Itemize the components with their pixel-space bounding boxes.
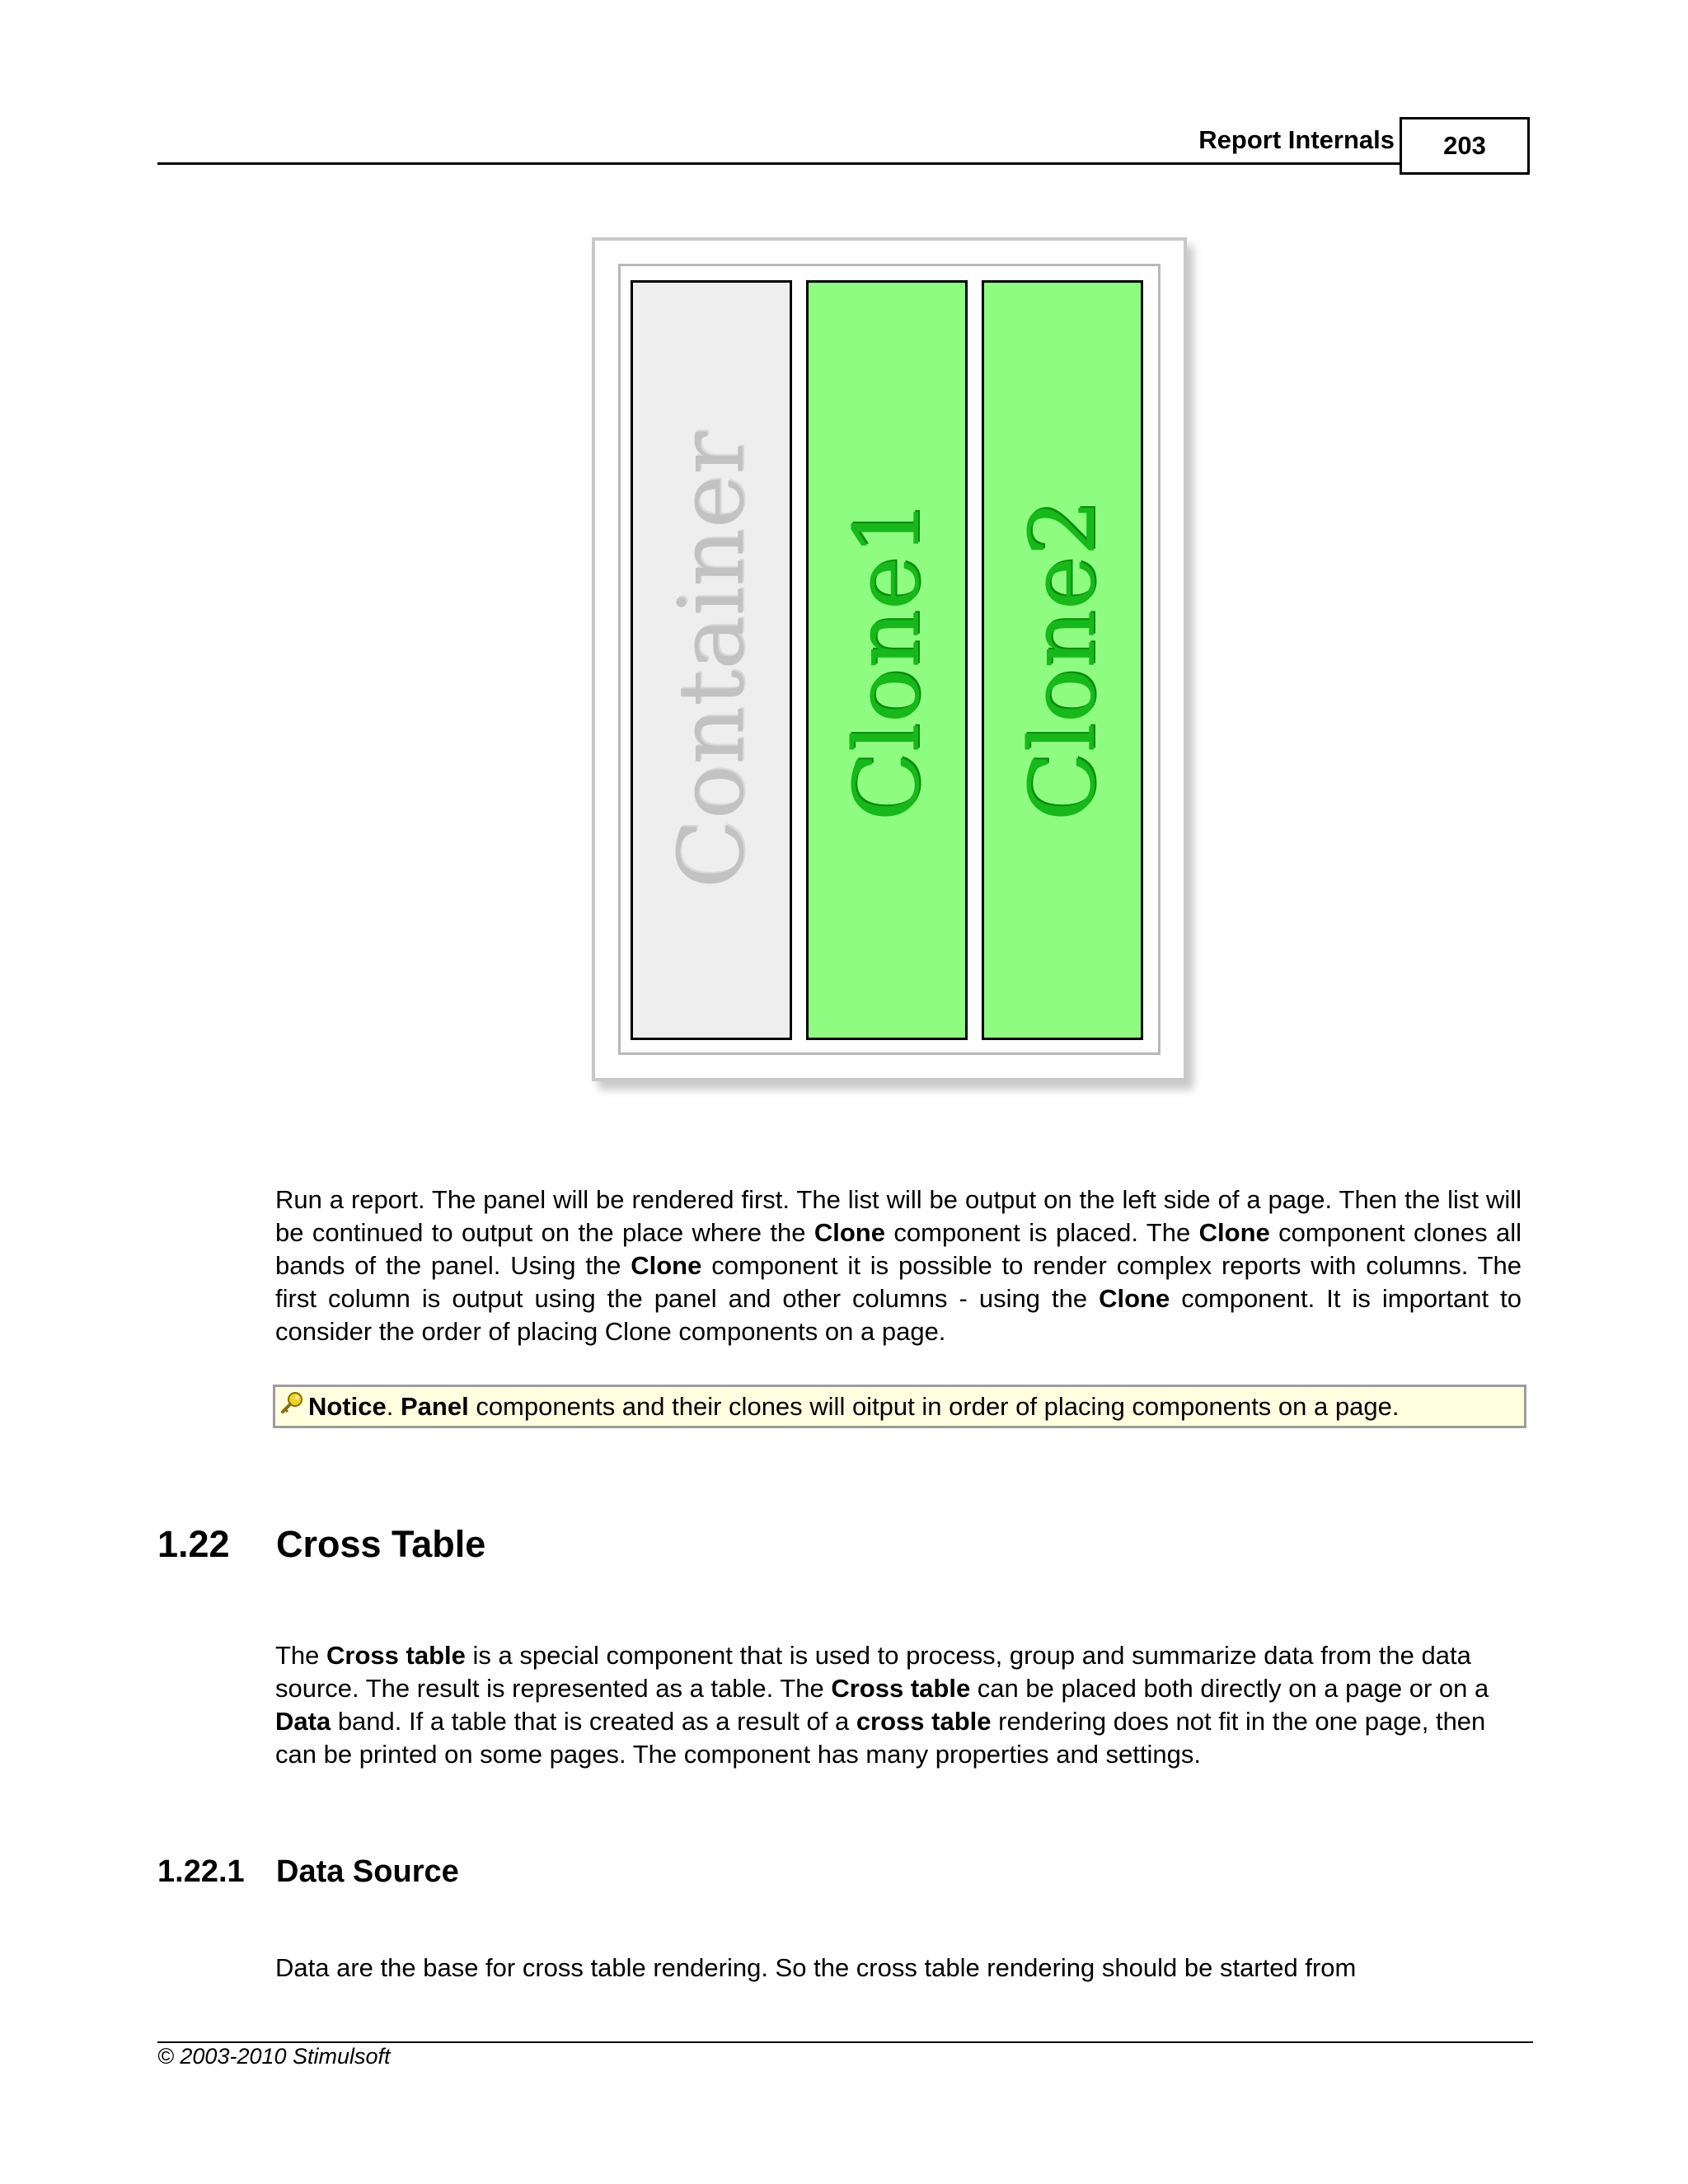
bold-term: Clone [631,1251,702,1280]
text-run: Run a report. The panel will be rendered first. The list will be output on the left side of a page. Then the list will be continued to output on the place where the [275,1185,1522,1247]
subsection-title: Data Source [276,1854,459,1889]
text-run: component is placed. The [885,1218,1199,1247]
text-run: Data are the base for cross table rendering. So the cross table rendering should be started from [275,1953,1357,1982]
subsection-number: 1.22.1 [157,1854,245,1889]
footer-copyright: © 2003-2010 Stimulsoft [157,2044,391,2069]
paragraph-clone-explanation [275,1183,1522,1348]
figure-clone2-panel [982,280,1143,1040]
text-run: rendering does not fit in the one page, then can be printed on some pages. The component has many properties and settings. [275,1707,1486,1769]
text-run: band. If a table that is created as a result of a [331,1707,856,1736]
section-number: 1.22 [157,1523,230,1565]
bold-term: Data [275,1707,331,1736]
bold-term: cross table [856,1707,992,1736]
text-run: component. It is important to consider the order of placing Clone components on a page. [275,1284,1522,1346]
footer-rule [157,2041,1533,2043]
running-header-title: Report Internals [1198,125,1395,154]
text-run: can be placed both directly on a page or on a [970,1674,1489,1703]
figure-clone1-panel [806,280,968,1040]
paragraph-cross-table-intro [275,1639,1512,1771]
notice-key-icon [280,1390,305,1415]
figure-container-label: Container [659,431,764,889]
figure-container-panel [631,280,792,1040]
notice-text: components and their clones will oitput in order of placing components on a page. [468,1391,1400,1421]
text-run: component clones all bands of the panel. Using the [275,1218,1522,1280]
page-number-box [1400,117,1530,175]
text-run: is a special component that is used to process, group and summarize data from the data source. The result is represented as a table. The [275,1641,1471,1703]
notice-label: Notice [308,1391,387,1421]
text-run: component it is possible to render complex reports with columns. The first column is output using the panel and other columns - using the [275,1251,1522,1313]
page-number: 203 [1443,131,1486,160]
bold-term: Clone [1198,1218,1270,1247]
paragraph-data-source [275,1952,1523,1985]
bold-term: Cross table [831,1674,971,1703]
subsection-heading [157,1854,459,1890]
header-rule [157,162,1400,165]
bold-term: Clone [814,1218,885,1247]
text-run: The [275,1641,327,1670]
bold-term: Cross table [326,1641,466,1670]
notice-box [273,1385,1526,1428]
notice-bold-term: Panel [400,1391,469,1421]
figure-clone1-label: Clone1 [834,499,940,822]
bold-term: Clone [1099,1284,1170,1313]
figure-clone2-label: Clone2 [1010,499,1115,822]
section-title: Cross Table [276,1523,486,1565]
section-heading [157,1523,485,1566]
notice-separator: . [386,1391,401,1421]
